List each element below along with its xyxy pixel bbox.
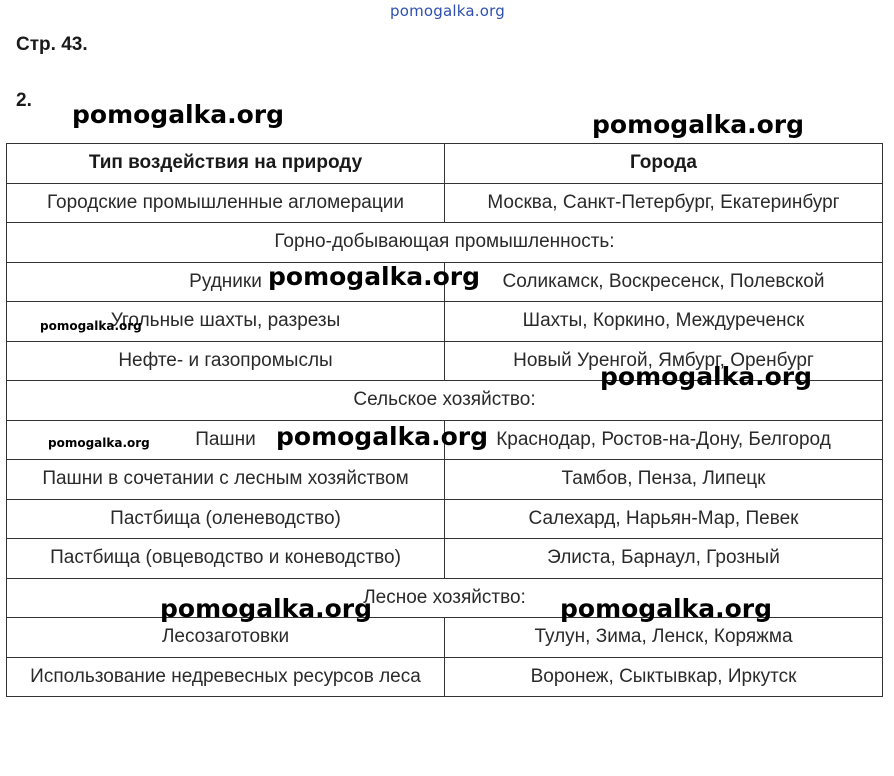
watermark-text: pomogalka.org <box>592 110 805 139</box>
watermark-text: pomogalka.org <box>48 436 150 450</box>
table-row <box>7 499 883 539</box>
watermark-text: pomogalka.org <box>600 362 813 391</box>
impact-cell: Использование недревесных ресурсов леса <box>7 657 445 697</box>
table-row <box>7 618 883 658</box>
section-title: Лесное хозяйство: <box>7 578 883 618</box>
impact-cell: Нефте- и газопромыслы <box>7 341 445 381</box>
task-number: 2. <box>16 90 32 111</box>
cities-cell: Краснодар, Ростов-на-Дону, Белгород <box>445 420 883 460</box>
header-impact: Тип воздействия на природу <box>7 144 445 184</box>
cities-cell: Шахты, Коркино, Междуреченск <box>445 302 883 342</box>
table-row <box>7 183 883 223</box>
impact-cell: Пашни <box>7 420 445 460</box>
cities-cell: Тулун, Зима, Ленск, Коряжма <box>445 618 883 658</box>
impact-cell: Городские промышленные агломерации <box>7 183 445 223</box>
watermark-text: pomogalka.org <box>268 262 481 291</box>
table-row <box>7 460 883 500</box>
cities-cell: Салехард, Нарьян-Мар, Певек <box>445 499 883 539</box>
impact-cell: Пастбища (оленеводство) <box>7 499 445 539</box>
table-row <box>7 539 883 579</box>
impact-cell: Лесозаготовки <box>7 618 445 658</box>
top-watermark: pomogalka.org <box>390 2 505 20</box>
section-title: Сельское хозяйство: <box>7 381 883 421</box>
watermark-text: pomogalka.org <box>560 594 773 623</box>
section-title: Горно-добывающая промышленность: <box>7 223 883 263</box>
cities-cell: Соликамск, Воскресенск, Полевской <box>445 262 883 302</box>
impact-cell: Пашни в сочетании с лесным хозяйством <box>7 460 445 500</box>
cities-cell: Элиста, Барнаул, Грозный <box>445 539 883 579</box>
watermark-text: pomogalka.org <box>72 100 285 129</box>
table-row <box>7 657 883 697</box>
impact-cell: Рудники <box>7 262 445 302</box>
impact-cell: Пастбища (овцеводство и коневодство) <box>7 539 445 579</box>
table-header-row <box>7 144 883 184</box>
cities-cell: Тамбов, Пенза, Липецк <box>445 460 883 500</box>
impact-cell: Угольные шахты, разрезы <box>7 302 445 342</box>
section-row <box>7 223 883 263</box>
header-cities: Города <box>445 144 883 184</box>
page-label: Стр. 43. <box>16 34 88 55</box>
watermark-text: pomogalka.org <box>40 319 142 333</box>
cities-cell: Новый Уренгой, Ямбург, Оренбург <box>445 341 883 381</box>
cities-cell: Москва, Санкт-Петербург, Екатеринбург <box>445 183 883 223</box>
watermark-text: pomogalka.org <box>276 422 489 451</box>
cities-cell: Воронеж, Сыктывкар, Иркутск <box>445 657 883 697</box>
watermark-text: pomogalka.org <box>160 594 373 623</box>
